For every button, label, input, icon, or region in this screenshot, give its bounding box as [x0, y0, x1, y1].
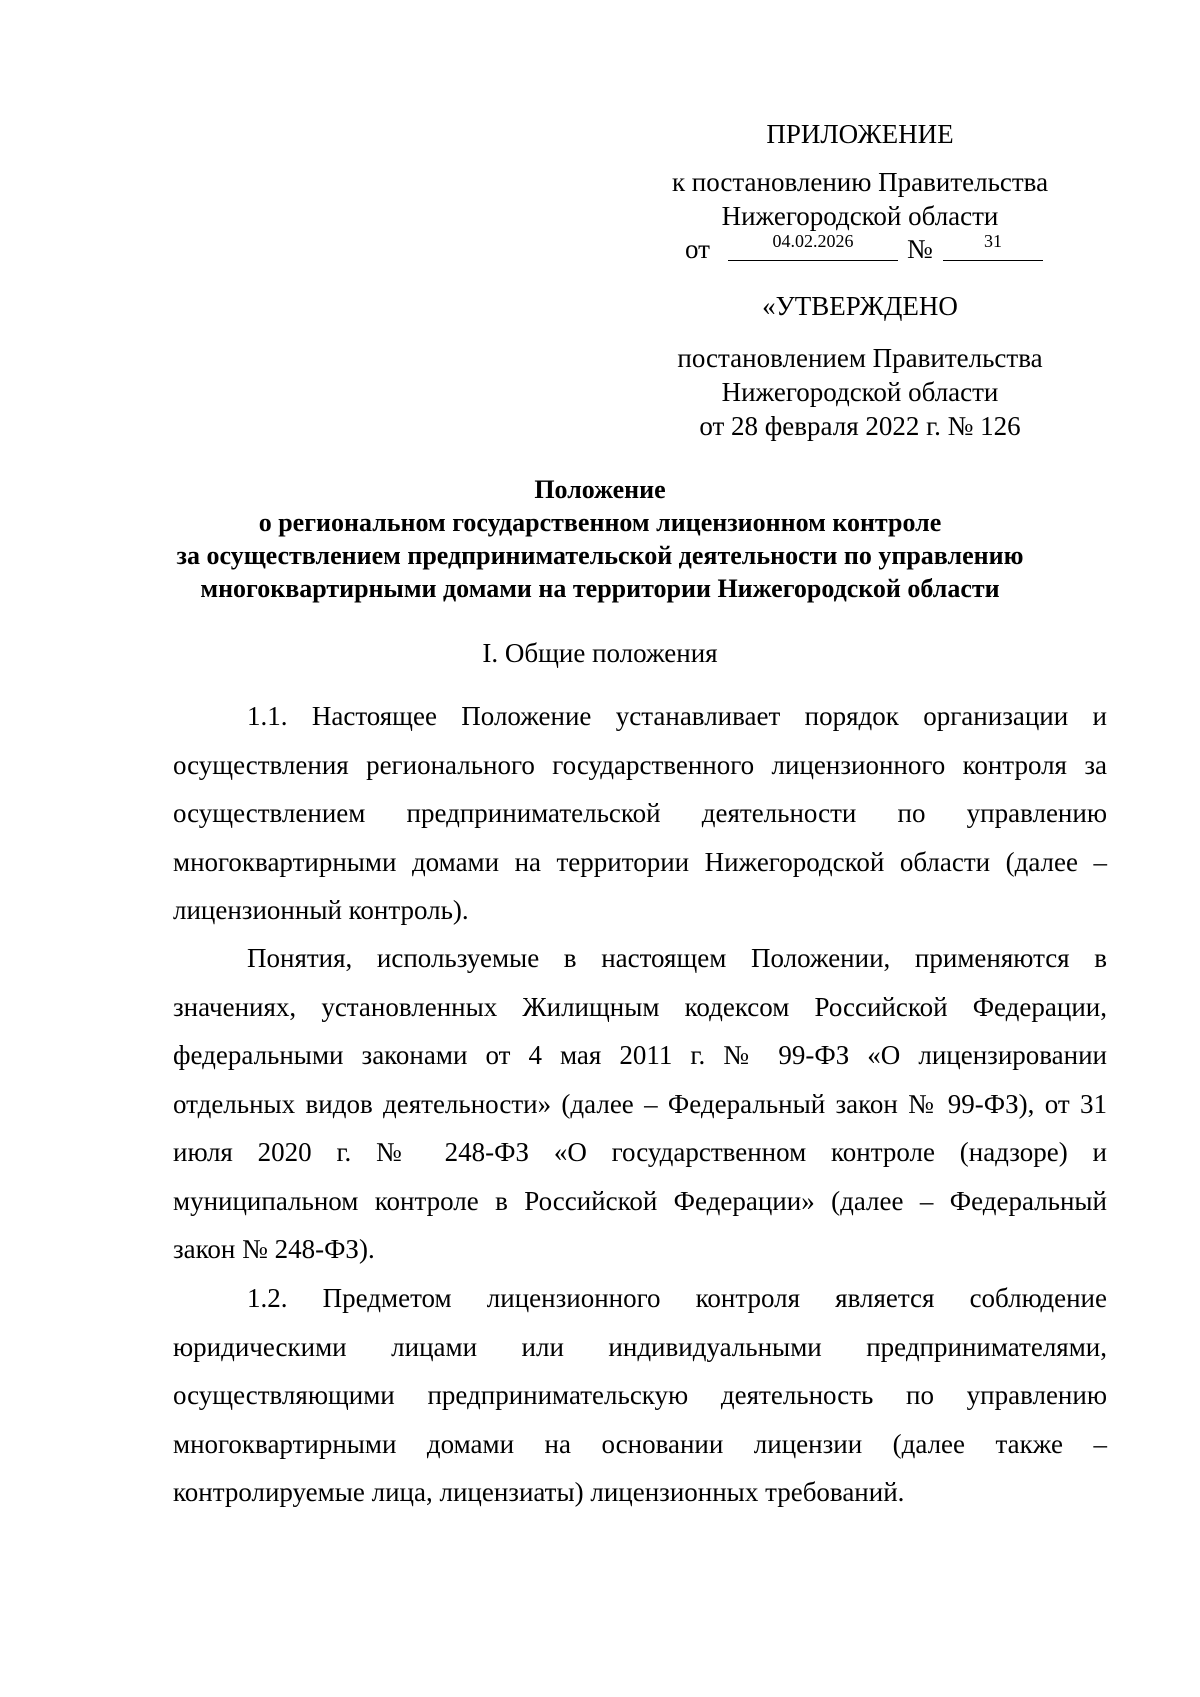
- title-line2: о региональном государственном лицензионном контроле: [258, 508, 942, 537]
- decree-number-field: 31: [943, 230, 1043, 261]
- appendix-decree-line1: к постановлению Правительства: [671, 167, 1049, 197]
- decree-date-field: 04.02.2026: [728, 230, 898, 261]
- appendix-decree-line2: Нижегородской области: [721, 201, 999, 231]
- approved-line3: от 28 февраля 2022 г. № 126: [699, 411, 1021, 441]
- from-label: от: [685, 234, 710, 264]
- appendix-heading: ПРИЛОЖЕНИЕ: [766, 119, 954, 149]
- paragraph-1-1: 1.1. Настоящее Положение устанавливает порядок организации и осуществления регионального государственного лицензионного контроля за осуществлением предпринимательской деятельности по управлению многоквартирными домами на территории Нижегородской области (далее – лицензионный контроль).: [173, 701, 1107, 925]
- title-line1: Положение: [534, 475, 666, 504]
- section-heading: I. Общие положения: [482, 638, 718, 668]
- approved-line2: Нижегородской области: [721, 377, 999, 407]
- approved-line1: постановлением Правительства: [677, 343, 1043, 373]
- number-sign: №: [907, 234, 933, 264]
- title-line3: за осуществлением предпринимательской деятельности по управлению: [176, 541, 1024, 570]
- decree-date-number-line: [685, 230, 1045, 266]
- paragraph-1-1-definitions: Понятия, используемые в настоящем Положении, применяются в значениях, установленных Жилищным кодексом Российской Федерации, федеральными законами от 4 мая 2011 г. № 99-ФЗ «О лицензировании отдельных видов деятельности» (далее – Федеральный закон № 99-ФЗ), от 31 июля 2020 г. № 248-ФЗ «О государственном контроле (надзоре) и муниципальном контроле в Российской Федерации» (далее – Федеральный закон № 248-ФЗ).: [173, 943, 1107, 1264]
- document-title: [150, 473, 1050, 605]
- approved-heading: «УТВЕРЖДЕНО: [762, 291, 958, 321]
- title-line4: многоквартирными домами на территории Нижегородской области: [200, 574, 1000, 603]
- paragraph-1-2: 1.2. Предметом лицензионного контроля является соблюдение юридическими лицами или индивидуальными предпринимателями, осуществляющими предпринимательскую деятельность по управлению многоквартирными домами на основании лицензии (далее также – контролируемые лица, лицензиаты) лицензионных требований.: [173, 1283, 1107, 1507]
